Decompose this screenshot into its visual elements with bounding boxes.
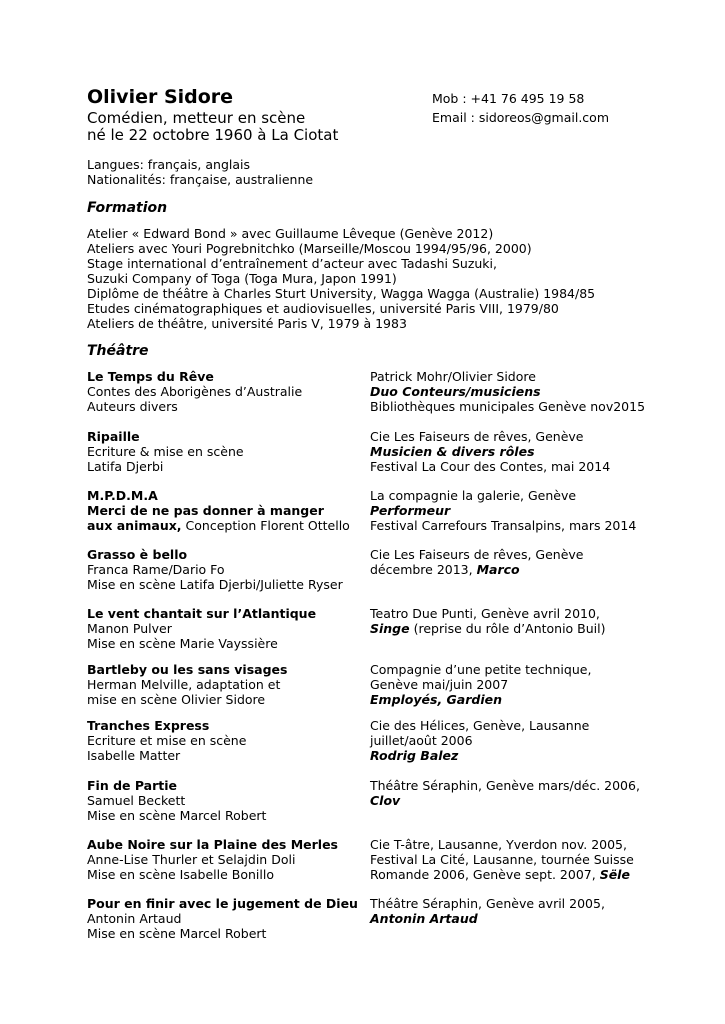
play-title: Aube Noire sur la Plaine des Merles (87, 837, 339, 852)
entry-text: Romande 2006, Genève sept. 2007, (370, 867, 600, 882)
theatre-entry-line (370, 369, 700, 384)
theatre-entry-line (370, 621, 700, 636)
play-title: Le Temps du Rêve (87, 369, 214, 384)
theatre-entry-left (87, 778, 367, 823)
entry-text: Cie T-âtre, Lausanne, Yverdon nov. 2005, (370, 837, 627, 852)
theatre-entry-line (370, 748, 700, 763)
entry-text: Ecriture & mise en scène (87, 444, 244, 459)
section-title-formation: Formation (87, 200, 168, 216)
theatre-entry-left (87, 488, 367, 533)
theatre-entry-left (87, 369, 367, 414)
entry-text: Musicien & divers rôles (370, 444, 535, 459)
theatre-entry-line (87, 577, 367, 592)
theatre-entry-line (87, 562, 367, 577)
theatre-entry-line (87, 793, 367, 808)
theatre-entry-left (87, 718, 367, 763)
entry-text: Isabelle Matter (87, 748, 181, 763)
entry-text: aux animaux, (87, 518, 182, 533)
play-title: Le vent chantait sur l’Atlantique (87, 606, 317, 621)
entry-text: Herman Melville, adaptation et (87, 677, 281, 692)
section-title-theatre: Théâtre (87, 343, 149, 359)
theatre-entry-line (370, 547, 700, 562)
theatre-entry-line (87, 808, 367, 823)
theatre-entry-line (87, 369, 367, 384)
theatre-entry-left (87, 429, 367, 474)
person-role: Comédien, metteur en scène (87, 109, 306, 127)
entry-text: Singe (370, 621, 410, 636)
theatre-entry-line (370, 606, 700, 621)
entry-text: (reprise du rôle d’Antonio Buil) (409, 621, 606, 636)
formation-item: Atelier « Edward Bond » avec Guillaume Lêveque (Genève 2012) (87, 226, 494, 241)
play-title: Ripaille (87, 429, 140, 444)
theatre-entry-right (370, 896, 700, 926)
theatre-entry-line (87, 503, 367, 518)
entry-text: Théâtre Séraphin, Genève mars/déc. 2006, (370, 778, 640, 793)
entry-text: Cie des Hélices, Genève, Lausanne (370, 718, 590, 733)
formation-list (87, 226, 595, 331)
entry-text: Mise en scène Latifa Djerbi/Juliette Ryser (87, 577, 343, 592)
theatre-entry-line (370, 911, 700, 926)
person-name: Olivier Sidore (87, 86, 234, 108)
theatre-entry-line (87, 547, 367, 562)
theatre-entry-line (87, 867, 367, 882)
theatre-entry-line (370, 518, 700, 533)
formation-item: Diplôme de théâtre à Charles Sturt University, Wagga Wagga (Australie) 1984/85 (87, 286, 596, 301)
entry-text: Performeur (370, 503, 451, 518)
theatre-entry-line (370, 399, 700, 414)
formation-item: Etudes cinématographiques et audiovisuelles, université Paris VIII, 1979/80 (87, 301, 559, 316)
theatre-entry-line (87, 444, 367, 459)
person-birth: né le 22 octobre 1960 à La Ciotat (87, 126, 339, 144)
theatre-entry-line (87, 399, 367, 414)
theatre-entry-line (370, 852, 700, 867)
theatre-entry-line (87, 636, 367, 651)
theatre-entry-right (370, 718, 700, 763)
entry-text: Patrick Mohr/Olivier Sidore (370, 369, 536, 384)
entry-text: Compagnie d’une petite technique, (370, 662, 592, 677)
entry-text: La compagnie la galerie, Genève (370, 488, 577, 503)
entry-text: mise en scène Olivier Sidore (87, 692, 266, 707)
contact-email: Email : sidoreos@gmail.com (432, 110, 610, 125)
entry-text: Anne-Lise Thurler et Selajdin Doli (87, 852, 296, 867)
entry-text: Bibliothèques municipales Genève nov2015 (370, 399, 646, 414)
entry-text: Latifa Djerbi (87, 459, 164, 474)
entry-text: Théâtre Séraphin, Genève avril 2005, (370, 896, 605, 911)
entry-text: Franca Rame/Dario Fo (87, 562, 225, 577)
entry-text: Antonin Artaud (87, 911, 182, 926)
theatre-entry-right (370, 606, 700, 636)
formation-item: Stage international d’entraînement d’acteur avec Tadashi Suzuki, (87, 256, 497, 271)
play-title: Pour en finir avec le jugement de Dieu (87, 896, 358, 911)
formation-item: Ateliers de théâtre, université Paris V, 1979 à 1983 (87, 316, 407, 331)
entry-text: Ecriture et mise en scène (87, 733, 247, 748)
theatre-entry-line (87, 518, 367, 533)
entry-text: Employés, Gardien (370, 692, 503, 707)
theatre-entry-line (370, 429, 700, 444)
theatre-entry-line (87, 429, 367, 444)
entry-text: Manon Pulver (87, 621, 172, 636)
play-title: Tranches Express (87, 718, 210, 733)
theatre-entry-line (370, 867, 700, 882)
entry-text: Genève mai/juin 2007 (370, 677, 509, 692)
theatre-entry-line (370, 662, 700, 677)
theatre-entry-right (370, 547, 700, 577)
theatre-entry-left (87, 837, 367, 882)
formation-item: Suzuki Company of Toga (Toga Mura, Japon 1991) (87, 271, 397, 286)
theatre-entry-line (87, 662, 367, 677)
entry-text: décembre 2013, (370, 562, 477, 577)
entry-text: Mise en scène Marie Vayssière (87, 636, 278, 651)
formation-item: Ateliers avec Youri Pogrebnitchko (Marseille/Moscou 1994/95/96, 2000) (87, 241, 532, 256)
entry-text: Clov (370, 793, 401, 808)
theatre-entry-left (87, 662, 367, 707)
entry-text: Samuel Beckett (87, 793, 186, 808)
theatre-entry-line (370, 837, 700, 852)
theatre-entry-line (87, 384, 367, 399)
play-title: Fin de Partie (87, 778, 178, 793)
theatre-entry-left (87, 896, 367, 941)
theatre-entry-line (370, 444, 700, 459)
entry-text: Mise en scène Marcel Robert (87, 926, 267, 941)
theatre-entry-right (370, 778, 700, 808)
theatre-entry-right (370, 662, 700, 707)
entry-text: Festival La Cité, Lausanne, tournée Suisse (370, 852, 634, 867)
entry-text: Festival Carrefours Transalpins, mars 2014 (370, 518, 637, 533)
theatre-entry-line (87, 778, 367, 793)
theatre-entry-left (87, 547, 367, 592)
theatre-entry-line (370, 778, 700, 793)
theatre-entry-line (87, 911, 367, 926)
theatre-entry-line (87, 621, 367, 636)
entry-text: Festival La Cour des Contes, mai 2014 (370, 459, 611, 474)
theatre-entry-right (370, 429, 700, 474)
theatre-entry-right (370, 369, 700, 414)
entry-text: Auteurs divers (87, 399, 178, 414)
theatre-entry-line (370, 677, 700, 692)
languages: Langues: français, anglais (87, 157, 251, 172)
theatre-entry-line (370, 718, 700, 733)
theatre-entry-line (370, 503, 700, 518)
theatre-entry-line (87, 733, 367, 748)
theatre-entry-right (370, 837, 700, 882)
entry-text: Rodrig Balez (370, 748, 459, 763)
theatre-entry-line (87, 748, 367, 763)
entry-text: juillet/août 2006 (370, 733, 473, 748)
entry-text: Duo Conteurs/musiciens (370, 384, 541, 399)
entry-text: Teatro Due Punti, Genève avril 2010, (370, 606, 600, 621)
theatre-entry-line (87, 837, 367, 852)
theatre-entry-line (87, 718, 367, 733)
theatre-entry-line (370, 793, 700, 808)
theatre-entry-line (87, 896, 367, 911)
entry-text: Antonin Artaud (370, 911, 478, 926)
theatre-entry-right (370, 488, 700, 533)
play-title: Grasso è bello (87, 547, 188, 562)
theatre-entry-line (370, 896, 700, 911)
theatre-entry-line (370, 459, 700, 474)
nationalities: Nationalités: française, australienne (87, 172, 314, 187)
play-title: Bartleby ou les sans visages (87, 662, 288, 677)
entry-text: Sële (599, 867, 630, 882)
entry-text: Conception Florent Ottello (181, 518, 350, 533)
theatre-entry-line (370, 733, 700, 748)
theatre-entry-line (87, 606, 367, 621)
contact-mobile: Mob : +41 76 495 19 58 (432, 91, 585, 106)
theatre-entry-line (87, 852, 367, 867)
theatre-entry-line (370, 384, 700, 399)
entry-text: Cie Les Faiseurs de rêves, Genève (370, 429, 584, 444)
entry-text: Cie Les Faiseurs de rêves, Genève (370, 547, 584, 562)
theatre-entry-line (370, 692, 700, 707)
theatre-entry-line (370, 562, 700, 577)
theatre-entry-line (87, 692, 367, 707)
theatre-entry-left (87, 606, 367, 651)
entry-text: Marco (476, 562, 520, 577)
theatre-entry-line (370, 488, 700, 503)
entry-text: Contes des Aborigènes d’Australie (87, 384, 303, 399)
theatre-entry-line (87, 677, 367, 692)
play-title: M.P.D.M.A (87, 488, 158, 503)
entry-text: Merci de ne pas donner à manger (87, 503, 324, 518)
theatre-entry-line (87, 926, 367, 941)
theatre-entry-line (87, 459, 367, 474)
theatre-entry-line (87, 488, 367, 503)
entry-text: Mise en scène Isabelle Bonillo (87, 867, 274, 882)
entry-text: Mise en scène Marcel Robert (87, 808, 267, 823)
